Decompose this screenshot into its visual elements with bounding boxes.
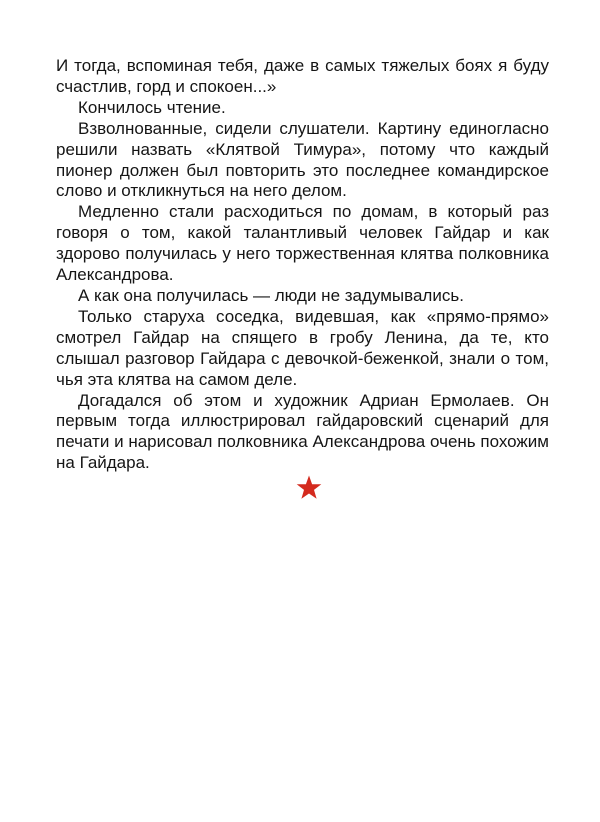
- page-text: [56, 56, 549, 474]
- paragraph-1: И тогда, вспоминая тебя, даже в самых тяжелых боях я буду счастлив, горд и спокоен...»: [56, 56, 549, 96]
- paragraph-2: Кончилось чтение.: [78, 97, 226, 117]
- paragraph-3: Взволнованные, сидели слушатели. Картину единогласно решили назвать «Клятвой Тимура», потому что каждый пионер должен был повторить это последнее командирское слово и откликнуться на него делом.: [56, 118, 549, 201]
- red-star-icon: [296, 475, 322, 500]
- paragraph-7: Догадался об этом и художник Адриан Ермолаев. Он первым тогда иллюстрировал гайдаровский сценарий для печати и нарисовал полковника Александрова очень похожим на Гайдара.: [56, 390, 549, 473]
- paragraph-4: Медленно стали расходиться по домам, в который раз говоря о том, какой талантливый человек Гайдар и как здорово получилась у него торжественная клятва полковника Александрова.: [56, 202, 549, 285]
- paragraph-5: А как она получилась — люди не задумывались.: [78, 285, 464, 305]
- paragraph-6: Только старуха соседка, видевшая, как «прямо-прямо» смотрел Гайдар на спящего в гробу Ленина, да те, кто слышал разговор Гайдара с девочкой-беженкой, знали о том, чья эта клятва на самом деле.: [56, 306, 549, 389]
